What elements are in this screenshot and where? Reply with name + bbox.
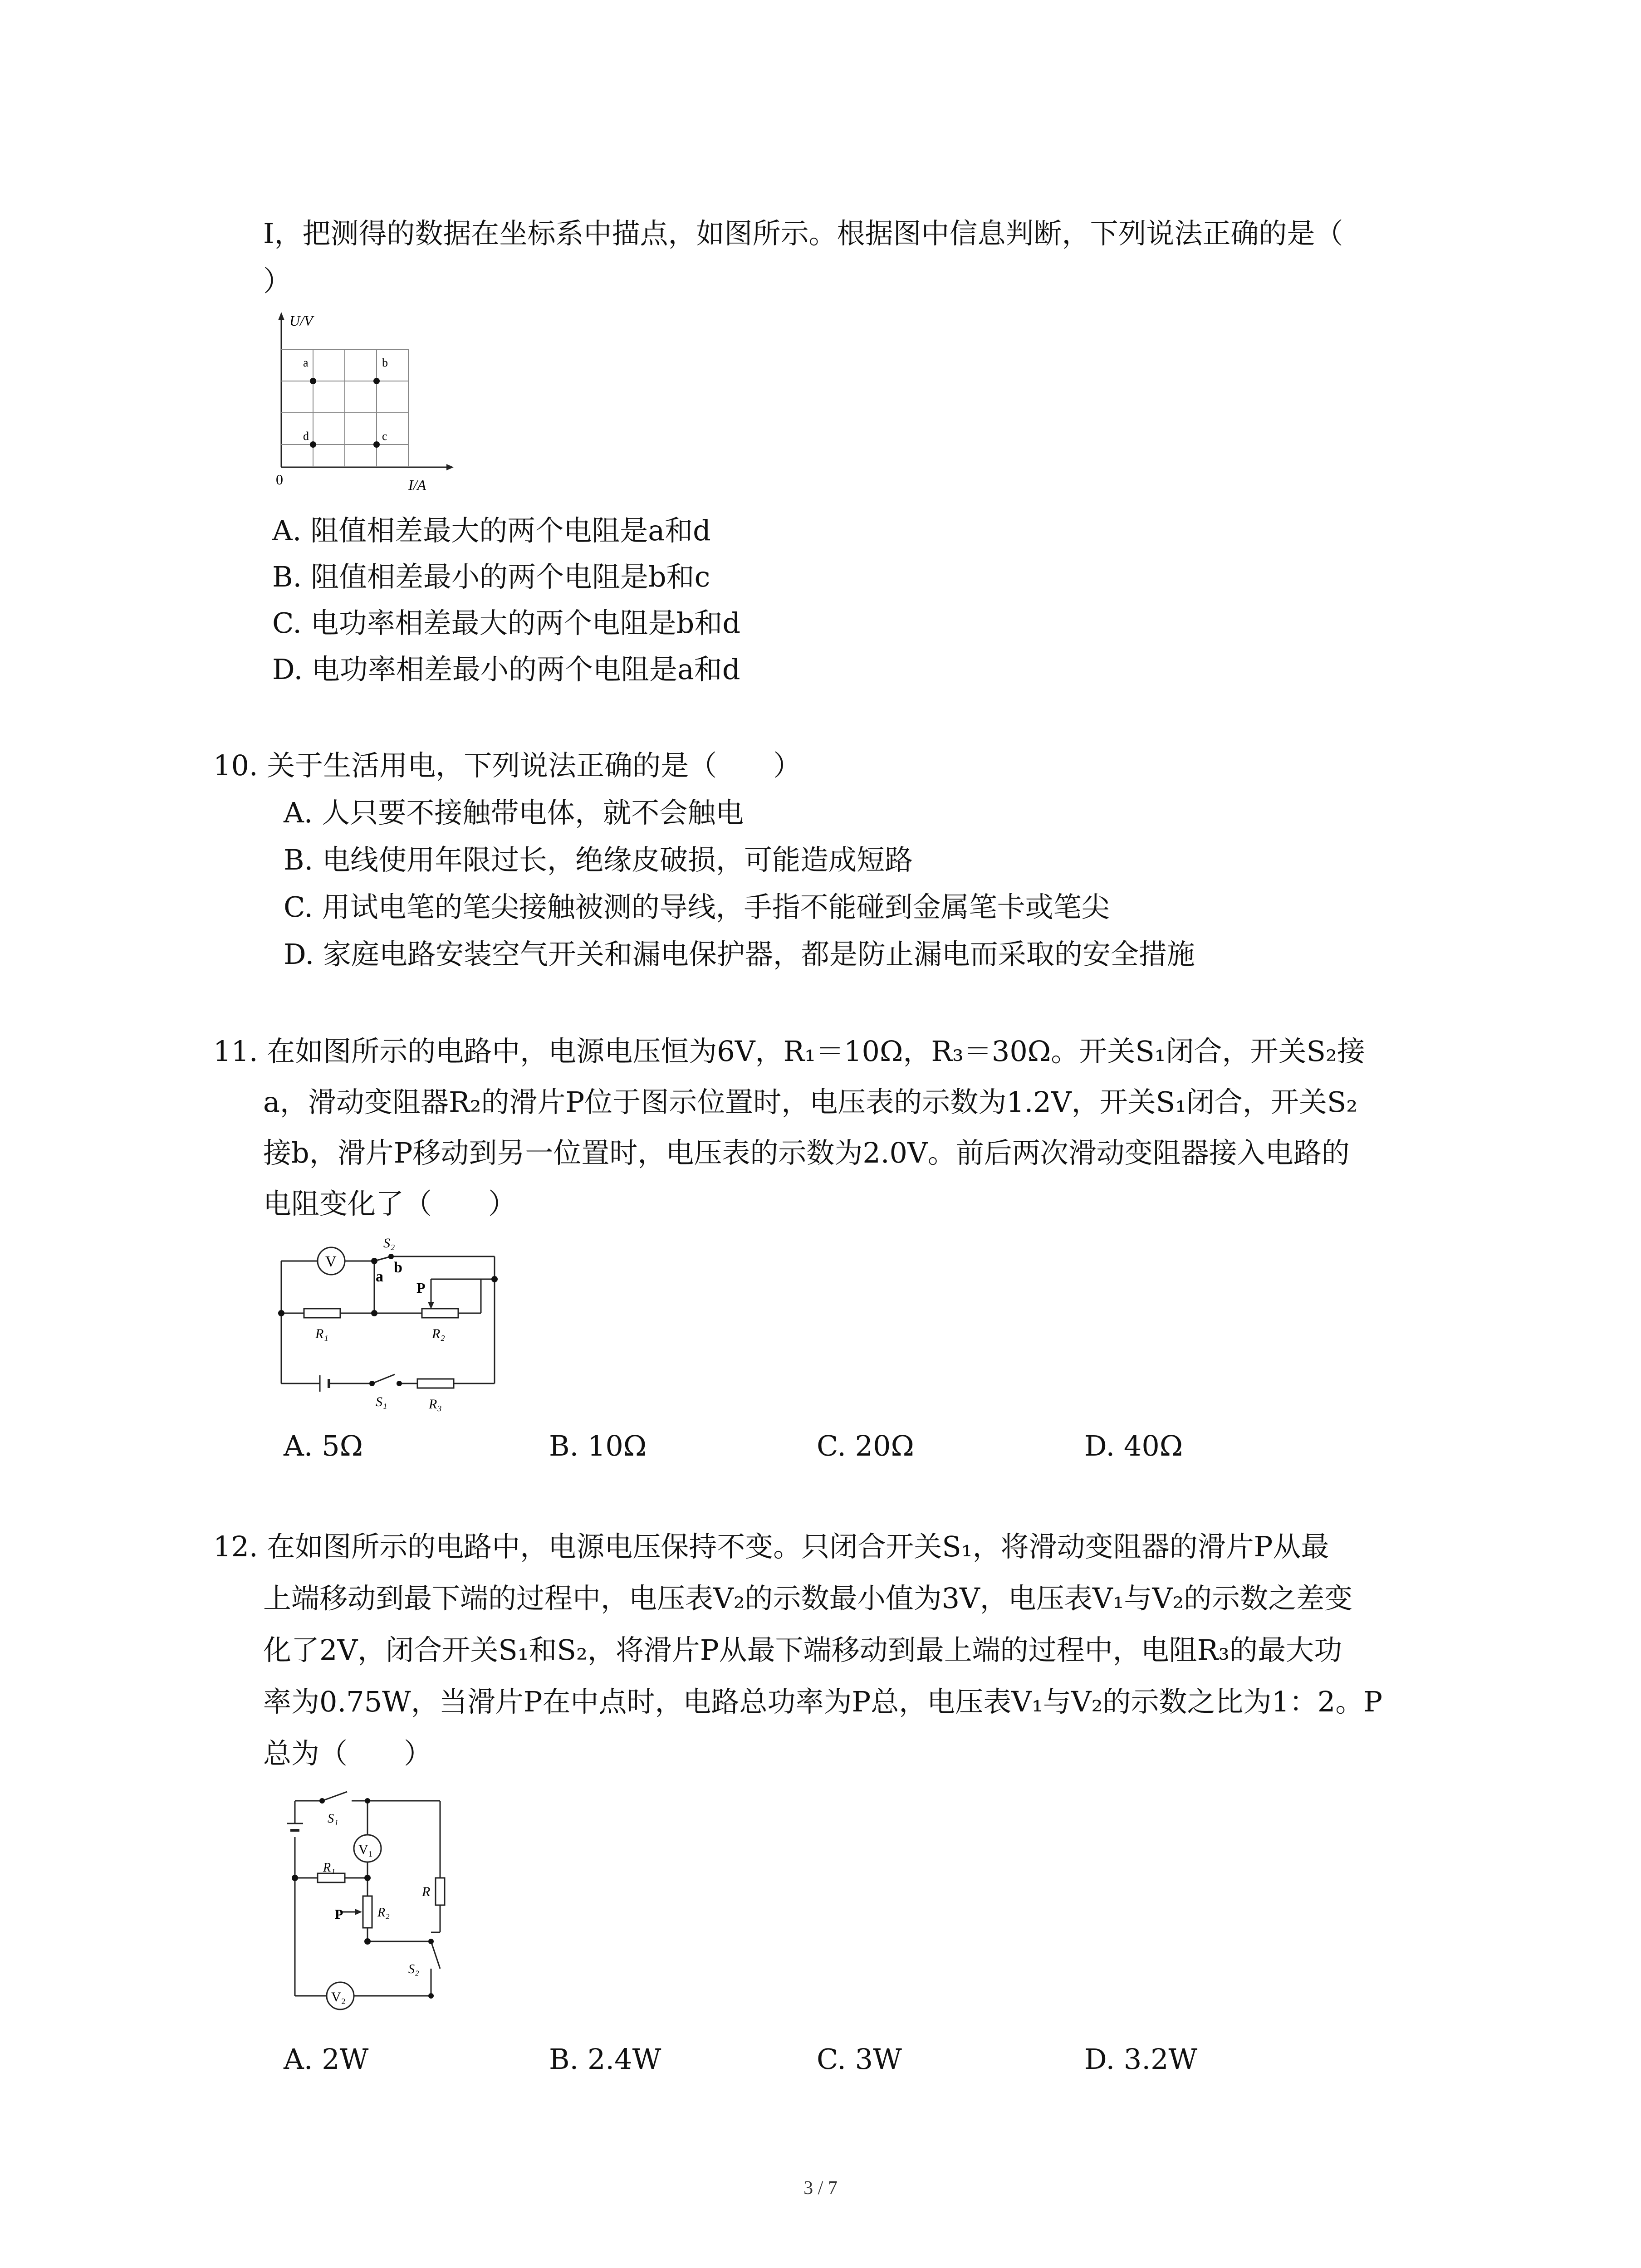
s1-label: S₁ (376, 1394, 387, 1409)
q12-stem-line3: 化了2V，闭合开关S₁和S₂，将滑片P从最下端移动到最上端的过程中，电阻R₃的最大功 (263, 1633, 1342, 1667)
y-axis-arrow (278, 312, 284, 320)
s2-label: S₂ (408, 1962, 419, 1976)
v2-label: V₂ (331, 1989, 346, 2004)
q12-stem-line5: 总为（ ） (263, 1737, 432, 1770)
q9-ui-graph (263, 308, 472, 499)
q9-option-c: C. 电功率相差最大的两个电阻是b和d (272, 606, 741, 640)
point-a-label: a (303, 356, 309, 369)
resistor-r2 (363, 1896, 372, 1928)
q10-option-b: B. 电线使用年限过长，绝缘皮破损，可能造成短路 (284, 843, 913, 876)
r2-label: R₂ (432, 1326, 445, 1341)
point-a (310, 378, 316, 384)
resistor-r3 (436, 1878, 445, 1905)
r1-label: R₁ (315, 1326, 328, 1341)
page-number: 3 / 7 (803, 2178, 838, 2199)
q9-option-b: B. 阻值相差最小的两个电阻是b和c (272, 560, 710, 593)
r2-label: R₂ (377, 1906, 390, 1920)
q10-option-a: A. 人只要不接触带电体，就不会触电 (284, 796, 744, 829)
q10-option-c: C. 用试电笔的笔尖接触被测的导线，手指不能碰到金属笔卡或笔尖 (284, 890, 1110, 924)
q12-option-b: B. 2.4W (549, 2043, 661, 2076)
contact-b-label: b (394, 1259, 402, 1276)
point-d (310, 441, 316, 448)
q11-circuit-diagram (272, 1234, 508, 1415)
point-d-label: d (303, 430, 309, 443)
x-axis-arrow (446, 464, 454, 470)
q11-stem-line1: 11. 在如图所示的电路中，电源电压恒为6V，R₁＝10Ω，R₃＝30Ω。开关S₁闭合，开关S₂接 (213, 1035, 1365, 1068)
q11-option-a: A. 5Ω (284, 1429, 363, 1462)
x-axis-label: I/A (408, 477, 426, 493)
origin-label: 0 (276, 471, 283, 488)
q10-stem: 10. 关于生活用电，下列说法正确的是（ ） (213, 749, 802, 782)
resistor-r2 (422, 1309, 458, 1318)
q12-stem-line1: 12. 在如图所示的电路中，电源电压保持不变。只闭合开关S₁，将滑动变阻器的滑片P从最 (213, 1530, 1329, 1563)
point-c-label: c (382, 430, 387, 443)
resistor-r1 (304, 1309, 340, 1318)
q9-option-a: A. 阻值相差最大的两个电阻是a和d (272, 514, 711, 547)
contact-a-label: a (376, 1268, 383, 1285)
s2-label: S₂ (383, 1236, 395, 1251)
q11-stem-line2: a，滑动变阻器R₂的滑片P位于图示位置时，电压表的示数为1.2V，开关S₁闭合，开关S₂ (263, 1085, 1358, 1119)
q12-circuit-diagram (272, 1783, 463, 2037)
q10-option-d: D. 家庭电路安装空气开关和漏电保护器，都是防止漏电而采取的安全措施 (284, 938, 1195, 971)
q12-option-a: A. 2W (284, 2043, 369, 2076)
grid (281, 349, 408, 467)
q9-option-d: D. 电功率相差最小的两个电阻是a和d (272, 653, 740, 686)
r1-label: R₁ (323, 1861, 335, 1875)
y-axis-label: U/V (289, 313, 313, 329)
slider-label: P (416, 1280, 426, 1296)
s1-label: S₁ (328, 1812, 338, 1826)
slider-arrow-icon (355, 1909, 362, 1915)
voltmeter-label: V (325, 1253, 337, 1270)
q11-stem-line3: 接b，滑片P移动到另一位置时，电压表的示数为2.0V。前后两次滑动变阻器接入电路的 (263, 1136, 1350, 1169)
point-b (373, 378, 380, 384)
q12-option-c: C. 3W (817, 2043, 902, 2076)
v1-label: V₁ (358, 1842, 373, 1857)
r3-label: R (422, 1884, 431, 1899)
q9-stem-line1: I，把测得的数据在坐标系中描点，如图所示。根据图中信息判断，下列说法正确的是（ (263, 217, 1343, 250)
resistor-r3 (417, 1379, 454, 1388)
q12-stem-line4: 率为0.75W，当滑片P在中点时，电路总功率为P总，电压表V₁与V₂的示数之比为1：2。P (263, 1685, 1383, 1718)
q11-option-d: D. 40Ω (1084, 1429, 1183, 1462)
q11-stem-line4: 电阻变化了（ ） (263, 1187, 517, 1220)
point-b-label: b (382, 356, 388, 369)
slider-label: P (335, 1907, 343, 1922)
q12-option-d: D. 3.2W (1084, 2043, 1198, 2076)
q11-option-b: B. 10Ω (549, 1429, 647, 1462)
q9-stem-line2: ） (263, 264, 292, 298)
q12-stem-line2: 上端移动到最下端的过程中，电压表V₂的示数最小值为3V，电压表V₁与V₂的示数之差变 (263, 1582, 1353, 1615)
resistor-r1 (318, 1873, 345, 1882)
q11-option-c: C. 20Ω (817, 1429, 914, 1462)
r3-label: R₃ (429, 1397, 442, 1412)
point-c (373, 441, 380, 448)
